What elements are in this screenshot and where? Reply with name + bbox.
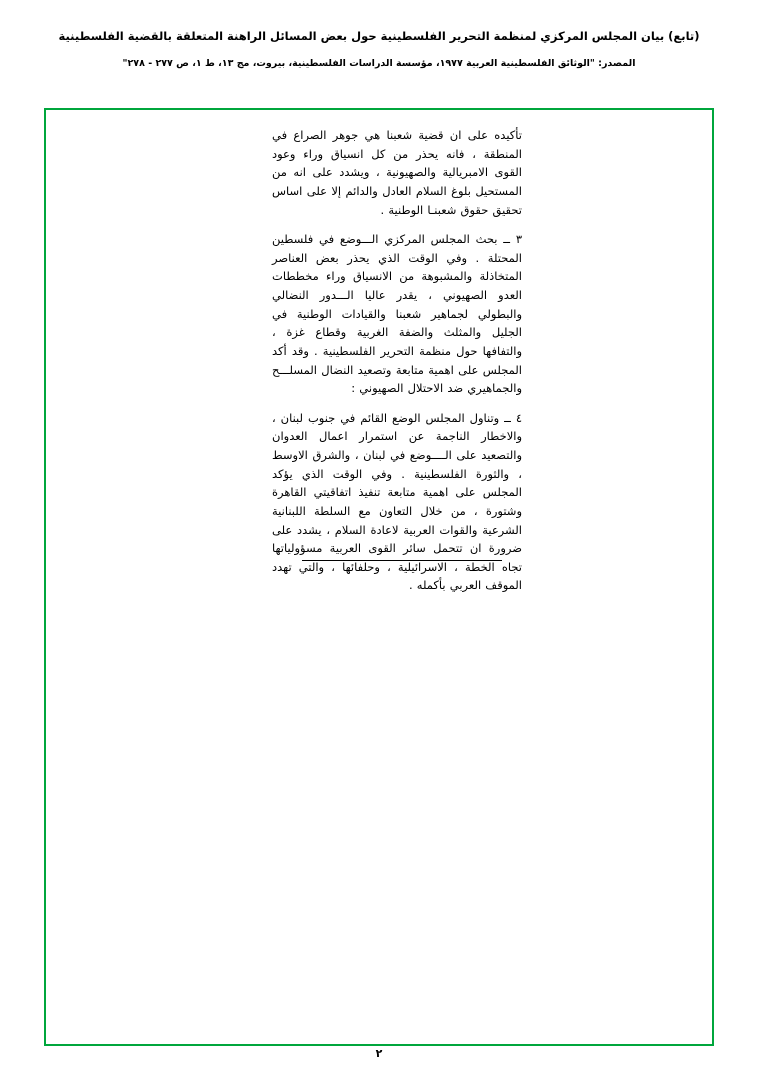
page-number: ٢ [375, 1047, 383, 1060]
paragraph-3: ٤ ــ وتناول المجلس الوضع القائم في جنوب لبنان ، والاخطار الناجمة عن استمرار اعمال العدوان والتصعيد على الــــوضع في لبنان ، والشرق الاوسط ، والثورة الفلسطينية . وفي الوقت الذي يؤكد المجلس على اهمية متابعة تنفيذ اتفاقيتي القاهرة وشتورة ، من خلال التعاون مع السلطة اللبنانية الشرعية والقوات العربية لاعادة السلام ، يشدد على ضرورة ان تتحمل سائر القوى العربية مسؤولياتها تجاه الخطة ، الاسرائيلية ، وحلفائها ، والتي تهدد الموقف العربي بأكمله . [272, 410, 522, 593]
page-title: (تابع) بيان المجلس المركزي لمنظمة التحرير الفلسطينية حول بعض المسائل الراهنة المتعلقة بالقضية الفلسطينية [58, 29, 700, 43]
paragraph-2: ٣ ــ بحث المجلس المركزي الـــوضع في فلسطين المحتلة . وفي الوقت الذي يحذر بعض العناصر المتخاذلة والمشبوهة من الانسياق وراء مخططات العدو الصهيوني ، يقدر عاليا الـــدور النضالي والبطولي لجماهير شعبنا والقيادات الوطنية في الجليل والمثلث والضفة الغربية وقطاع غزة ، والتفافها حول منظمة التحرير الفلسطينية . وقد أكد المجلس على اهمية متابعة وتصعيد النضال المسلـــح والجماهيري ضد الاحتلال الصهيوني : [272, 232, 522, 396]
document-header [0, 28, 758, 69]
paragraph-1: تأكيده على ان قضية شعبنا هي جوهر الصراع في المنطقة ، فانه يحذر من كل انسياق وراء وعود القوى الامبريالية والصهيونية ، ويشدد على انه من المستحيل بلوغ السلام العادل والدائم إلا على اساس تحقيق حقوق شعبنـا الوطنية . [272, 128, 522, 217]
body-text [272, 126, 522, 595]
section-divider [302, 560, 502, 561]
content-frame [44, 108, 714, 1046]
source-citation: المصدر: "الوثائق الفلسطينية العربية ١٩٧٧، مؤسسة الدراسات الفلسطينية، بيروت، مج ١٣، ط ١، ص ٢٧٧ - ٢٧٨" [122, 58, 636, 70]
